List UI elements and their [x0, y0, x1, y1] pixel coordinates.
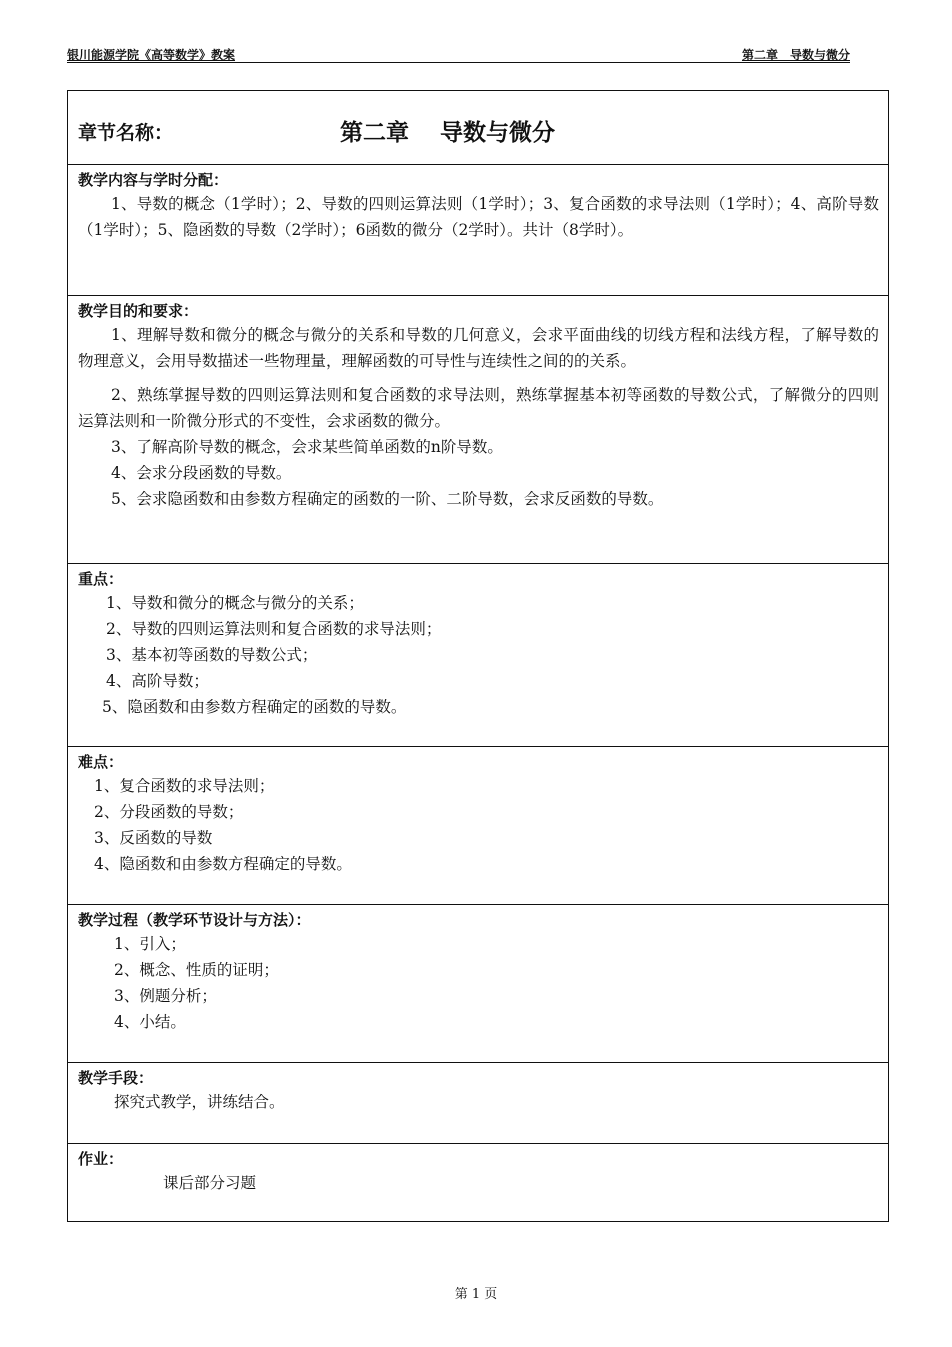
difficulties-title: 难点：: [78, 753, 124, 771]
objectives-title: 教学目的和要求：: [78, 302, 199, 320]
content-title: 教学内容与学时分配：: [78, 171, 229, 189]
difficulty-item: 4、隐函数和由参数方程确定的导数。: [94, 855, 352, 873]
difficulty-item: 1、复合函数的求导法则；: [94, 777, 275, 795]
header-course-title: 银川能源学院《高等数学》教案: [67, 48, 236, 62]
difficulties-section: [68, 746, 888, 904]
key-points-title: 重点：: [78, 570, 124, 588]
chapter-label: 章节名称：: [78, 122, 174, 144]
objective-item: 3、了解高阶导数的概念，会求某些简单函数的n阶导数。: [111, 438, 503, 456]
key-point-item: 4、高阶导数；: [106, 672, 209, 690]
homework-text: 课后部分习题: [163, 1174, 257, 1192]
process-item: 4、小结。: [114, 1013, 186, 1031]
objective-item: 4、会求分段函数的导数。: [111, 464, 292, 482]
key-point-item: 2、导数的四则运算法则和复合函数的求导法则；: [106, 620, 442, 638]
objective-item: 5、会求隐函数和由参数方程确定的函数的一阶、二阶导数，会求反函数的导数。: [111, 490, 664, 508]
page-header: [67, 46, 850, 63]
process-item: 1、引入；: [114, 935, 186, 953]
key-point-item: 3、基本初等函数的导数公式；: [106, 646, 318, 664]
process-section: [68, 904, 888, 1062]
key-points-section: [68, 563, 888, 746]
methods-title: 教学手段：: [78, 1069, 154, 1087]
process-title: 教学过程（教学环节设计与方法）：: [78, 911, 311, 929]
chapter-name: 第二章 导数与微分: [340, 120, 556, 146]
chapter-row: [68, 91, 888, 164]
process-item: 3、例题分析；: [114, 987, 217, 1005]
page-number: 第 1 页: [454, 1287, 498, 1302]
difficulty-item: 2、分段函数的导数；: [94, 803, 244, 821]
methods-section: [68, 1062, 888, 1143]
difficulty-item: 3、反函数的导数: [94, 829, 213, 847]
key-point-item: 1、导数和微分的概念与微分的关系；: [106, 594, 364, 612]
objective-paragraph-1: 1、理解导数和微分的概念与微分的关系和导数的几何意义，会求平面曲线的切线方程和法线方程，了解导数的物理意义，会用导数描述一些物理量，理解函数的可导性与连续性之间的的关系。: [78, 326, 879, 370]
lesson-plan-table: [67, 90, 889, 1222]
content-text: 1、导数的概念（1学时）；2、导数的四则运算法则（1学时）；3、复合函数的求导法则（1学时）；4、高阶导数（1学时）；5、隐函数的导数（2学时）；6函数的微分（2学时）。共计（8学时）。: [78, 195, 879, 239]
objectives-section: [68, 295, 888, 563]
methods-text: 探究式教学，讲练结合。: [114, 1093, 285, 1111]
homework-title: 作业：: [78, 1150, 124, 1168]
key-point-item: 5、隐函数和由参数方程确定的函数的导数。: [102, 698, 407, 716]
homework-section: [68, 1143, 888, 1221]
objective-paragraph-2: 2、熟练掌握导数的四则运算法则和复合函数的求导法则，熟练掌握基本初等函数的导数公式，了解微分的四则运算法则和一阶微分形式的不变性，会求函数的微分。: [78, 386, 879, 430]
header-chapter-title: 第二章 导数与微分: [741, 48, 850, 62]
content-section: [68, 164, 888, 295]
process-item: 2、概念、性质的证明；: [114, 961, 279, 979]
